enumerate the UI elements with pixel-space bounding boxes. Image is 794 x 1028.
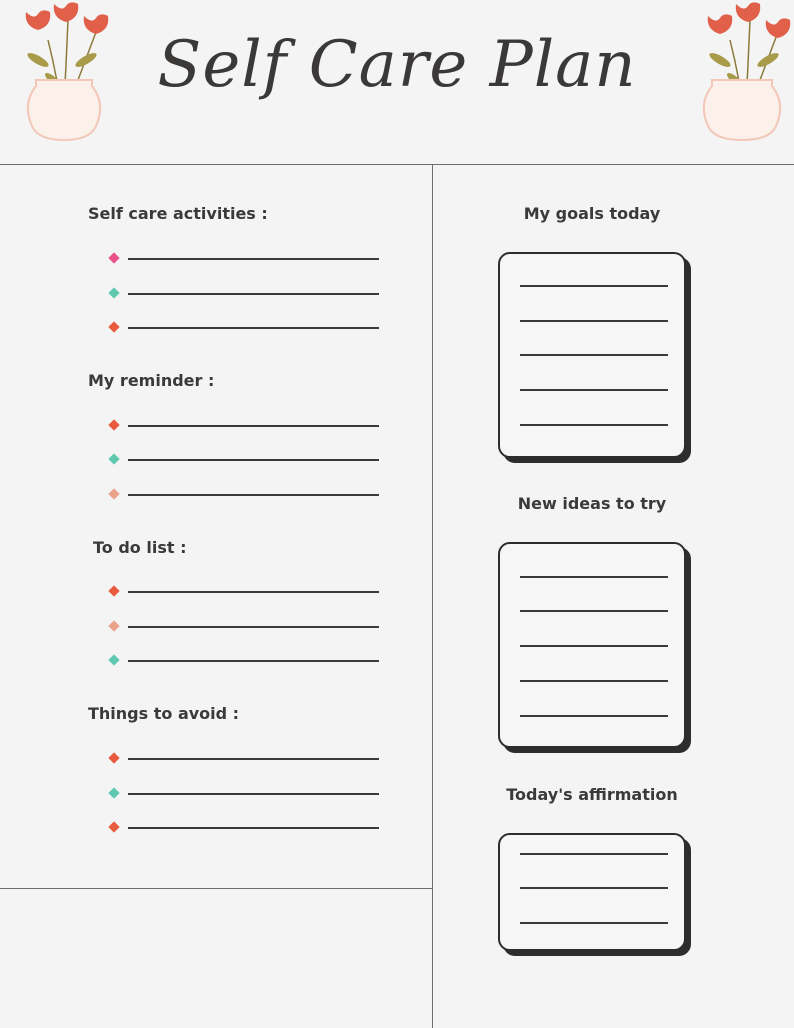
header-divider [0,164,794,165]
bullet-diamond-icon [108,752,119,763]
write-line [128,827,379,829]
write-line [128,459,379,461]
box-title-new-ideas-to-try: New ideas to try [517,494,667,513]
write-line [520,320,668,322]
write-line [520,285,668,287]
bullet-diamond-icon [108,654,119,665]
write-line [128,258,379,260]
column-divider [432,164,433,1028]
write-line [520,354,668,356]
bullet-diamond-icon [108,488,119,499]
write-line [520,853,668,855]
write-line [520,389,668,391]
write-line [128,425,379,427]
list-item[interactable] [107,753,382,765]
list-item[interactable] [107,621,382,633]
list-item[interactable] [107,586,382,598]
bullet-diamond-icon [108,585,119,596]
write-line [128,327,379,329]
flower-vase-icon [8,0,118,150]
write-line [520,887,668,889]
bullet-diamond-icon [108,821,119,832]
list-item[interactable] [107,420,382,432]
write-line [128,494,379,496]
section-title-to-do-list: To do list : [93,538,187,557]
write-line [520,424,668,426]
write-line [128,660,379,662]
write-line [520,680,668,682]
goals-box[interactable] [498,252,686,458]
write-line [520,576,668,578]
section-title-self-care-activities: Self care activities : [88,204,268,223]
list-item[interactable] [107,788,382,800]
ideas-box[interactable] [498,542,686,748]
write-line [520,645,668,647]
bullet-diamond-icon [108,287,119,298]
list-item[interactable] [107,454,382,466]
flower-vase-icon [690,0,794,150]
list-item[interactable] [107,489,382,501]
write-line [128,793,379,795]
write-line [128,591,379,593]
write-line [128,626,379,628]
list-item[interactable] [107,822,382,834]
write-line [520,715,668,717]
affirmation-box[interactable] [498,833,686,951]
page-title: Self Care Plan [157,28,637,102]
section-title-things-to-avoid: Things to avoid : [88,704,240,723]
write-line [520,610,668,612]
bullet-diamond-icon [108,620,119,631]
bullet-diamond-icon [108,419,119,430]
write-line [128,758,379,760]
write-line [520,922,668,924]
write-line [128,293,379,295]
list-item[interactable] [107,288,382,300]
bullet-diamond-icon [108,252,119,263]
list-item[interactable] [107,655,382,667]
bullet-diamond-icon [108,787,119,798]
list-item[interactable] [107,322,382,334]
box-title-my-goals-today: My goals today [523,204,661,223]
box-title-todays-affirmation: Today's affirmation [506,785,678,804]
list-item[interactable] [107,253,382,265]
bullet-diamond-icon [108,453,119,464]
section-title-my-reminder: My reminder : [88,371,215,390]
bullet-diamond-icon [108,321,119,332]
left-bottom-divider [0,888,432,889]
